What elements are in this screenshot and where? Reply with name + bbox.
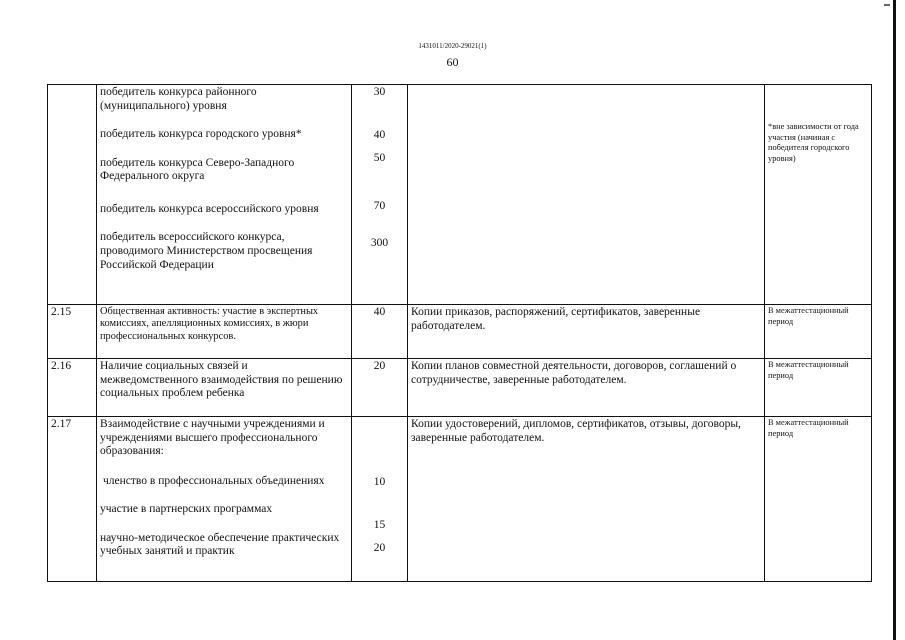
criterion-heading: Взаимодействие с научными учреждениями и учреждениями высшего профессионального образования: bbox=[100, 418, 325, 458]
list-item: участие в партнерских программах bbox=[100, 503, 273, 516]
note-text: В межаттестационный период bbox=[765, 417, 872, 582]
documents-cell: Копии приказов, распоряжений, сертификатов, заверенные работодателем. bbox=[408, 305, 765, 359]
note-cell bbox=[765, 85, 872, 305]
points-value: 10 bbox=[373, 476, 386, 488]
table-row bbox=[48, 417, 872, 582]
row-number bbox=[48, 85, 97, 305]
points-value: 40 bbox=[373, 128, 386, 141]
points-value: 15 bbox=[373, 518, 386, 531]
criteria-table bbox=[47, 84, 872, 582]
points-value: 20 bbox=[352, 359, 408, 417]
points-value: 50 bbox=[373, 152, 386, 165]
documents-cell: Копии удостоверений, дипломов, сертификатов, отзывы, договоры, заверенные работодателем. bbox=[408, 417, 765, 582]
row-number: 2.17 bbox=[48, 417, 97, 582]
points-value: 40 bbox=[352, 305, 408, 359]
row-number: 2.16 bbox=[48, 359, 97, 417]
criterion-text: Наличие социальных связей и межведомственного взаимодействия по решению социальных проблем ребенка bbox=[97, 359, 352, 417]
table-row bbox=[48, 359, 872, 417]
documents-cell: Копии планов совместной деятельности, договоров, соглашений о сотрудничестве, заверенные работодателем. bbox=[408, 359, 765, 417]
points-value: 30 bbox=[373, 86, 386, 98]
document-number: 1431011/2020-29021(1) bbox=[418, 42, 487, 50]
table-row bbox=[48, 305, 872, 359]
list-item: членство в профессиональных объединениях bbox=[103, 474, 325, 487]
points-value: 70 bbox=[373, 199, 386, 212]
documents-cell bbox=[408, 85, 765, 305]
list-item: победитель конкурса Северо-Западного Федерального округа bbox=[100, 156, 295, 183]
list-item: победитель конкурса городского уровня* bbox=[100, 128, 302, 141]
points-cell bbox=[352, 85, 408, 305]
table-row bbox=[48, 85, 872, 305]
criterion-text bbox=[97, 85, 352, 305]
criterion-text: Общественная активность: участие в экспертных комиссиях, апелляционных комиссиях, в жюри профессиональных конкурсов. bbox=[97, 305, 352, 359]
list-item: научно-методическое обеспечение практических учебных занятий и практик bbox=[100, 531, 340, 558]
list-item: победитель конкурса всероссийского уровня bbox=[100, 202, 319, 215]
list-item: победитель всероссийского конкурса, проводимого Министерством просвещения Российской Федерации bbox=[100, 231, 313, 271]
criterion-text bbox=[97, 417, 352, 582]
note-text: В межаттестационный период bbox=[765, 305, 872, 359]
note-text: В межаттестационный период bbox=[765, 359, 872, 417]
points-cell bbox=[352, 417, 408, 582]
note-text: *вне зависимости от года участия (начиная с победителя городского уровня) bbox=[768, 122, 859, 163]
row-number: 2.15 bbox=[48, 305, 97, 359]
list-item: победитель конкурса районного (муниципального) уровня bbox=[100, 86, 257, 112]
page-number: 60 bbox=[446, 55, 459, 69]
points-value: 20 bbox=[373, 542, 386, 555]
margin-line bbox=[893, 0, 896, 640]
corner-mark bbox=[884, 4, 890, 6]
points-value: 300 bbox=[370, 237, 389, 250]
